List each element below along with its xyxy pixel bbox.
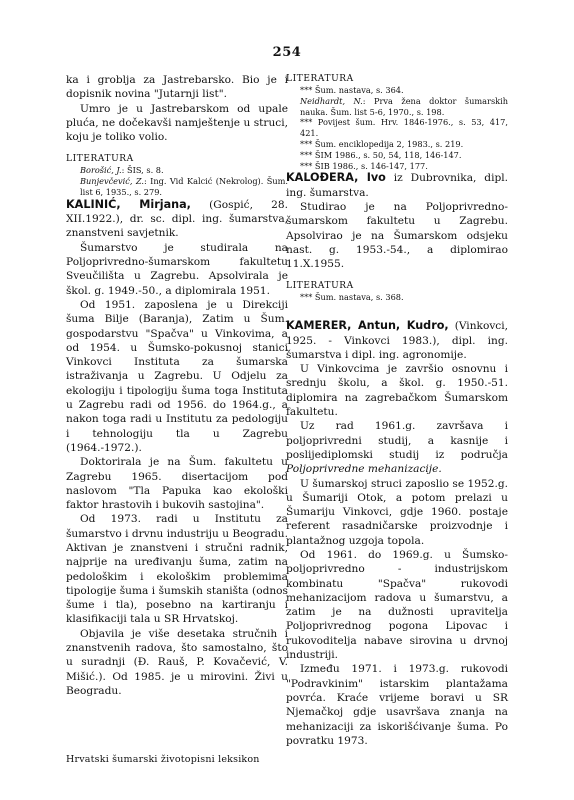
paragraph: Šumarstvo je studirala na Poljoprivredno-šumarskom fakultetu Sveučilišta u Zagrebu. Apsolvirala je škol. g. 1949.-50., a diplomirala 1951. xyxy=(66,241,288,297)
literature-item xyxy=(286,117,508,139)
paragraph: Studirao je na Poljoprivredno-šumarskom fakultetu u Zagrebu. Apsolvirao je na Šumarskom odsjeku nast. g. 1953.-54., a diplomirao 11.X.1955. xyxy=(286,200,508,271)
entry-name: KALOĐERA, Ivo xyxy=(286,171,386,185)
literature-author: *** xyxy=(300,117,313,128)
literature-text: Šum. nastava, s. 368. xyxy=(312,292,404,303)
left-column xyxy=(66,73,288,698)
entry-heading-kalodjera xyxy=(286,171,508,200)
literature-author: Neidhardt, N. xyxy=(300,95,363,106)
entry-heading-kamerer xyxy=(286,319,508,362)
paragraph: U šumarskoj struci zaposlio se 1952.g. u Šumariji Otok, a potom prelazi u Šumariju Vinkovci, gdje 1960. postaje referent rasadničarske proizvodnje i plantažnog uzgoja topola. xyxy=(286,477,508,547)
paragraph: Između 1971. i 1973.g. rukovodi "Podravkinim" istarskim plantažama povrća. Kraće vrijeme boravi u SR Njemačkoj gdje usavršava znanja na mehanizaciji za iskorišćivanje šuma. Po povratku 1973. xyxy=(286,663,508,747)
literature-text: : Ing. Vid Kalcić (Nekrolog). Šum. list 6, 1935., s. 279. xyxy=(80,176,289,198)
paragraph xyxy=(286,419,508,476)
paragraph: U Vinkovcima je završio osnovnu i srednju školu, a škol. g. 1950.-51. diplomira na zagrebačkom Šumarskom fakultetu. xyxy=(286,363,508,419)
entry-head-details: iz Dubrovnika, dipl. ing. šumarstva. xyxy=(286,172,508,199)
literature-author: Borošić, J. xyxy=(80,165,122,176)
literature-heading: LITERATURA xyxy=(286,74,354,84)
paragraph: Od 1961. do 1969.g. u Šumsko-poljoprivredno - industrijskom kombinatu "Spačva" rukovodi mehanizacijom radova u šumarstvu, a zatim je na dužnosti upravitelja Poljoprivrednog pogona Lipovac i rukovoditelja nabave sirovina u drvnoj industriji. xyxy=(286,549,508,662)
literature-item xyxy=(286,292,508,303)
paragraph: Objavila je više desetaka stručnih i znanstvenih radova, što samostalno, što u suradnji (Đ. Rauš, P. Kovačević, V. Mišić.). Od 1985. je u mirovini. Živi u Beogradu. xyxy=(66,627,288,697)
literature-text: ŠIM 1986., s. 50, 54, 118, 146-147. xyxy=(312,149,462,160)
paragraph-italic-text: Poljoprivredne mehanizacije. xyxy=(286,463,442,476)
literature-author: *** xyxy=(300,138,313,149)
literature-text: : ŠIS, s. 8. xyxy=(121,165,164,176)
entry-name: KAMERER, Antun, Kudro, xyxy=(286,319,449,333)
entry-head-details: (Vinkovci, 1925. - Vinkovci 1983.), dipl. ing. šumarstva i dipl. ing. agronomije. xyxy=(286,320,508,361)
literature-text: Povijest šum. Hrv. 1846-1976., s. 53, 417, 421. xyxy=(300,117,508,139)
literature-text: ŠIB 1986., s. 146-147, 177. xyxy=(312,160,428,171)
literature-item xyxy=(286,139,508,150)
literature-text: Šum. enciklopedija 2, 1983., s. 219. xyxy=(312,138,464,149)
literature-heading: LITERATURA xyxy=(66,154,134,165)
continued-text: ka i groblja za Jastrebarsko. Bio je i dopisnik novina "Jutarnji list". xyxy=(66,74,288,101)
right-column xyxy=(286,73,508,748)
entry-head-details: (Gospić, 28. XII.1922.), dr. sc. dipl. ing. šumarstva, znanstveni savjetnik. xyxy=(66,198,288,240)
entry-heading-kalinic xyxy=(66,198,288,241)
literature-item xyxy=(286,161,508,172)
literature-item xyxy=(66,176,288,198)
paragraph: Umro je u Jastrebarskom od upale pluća, ne dočekavši namještenje u struci, koju je toliko volio. xyxy=(66,102,288,144)
literature-author: *** xyxy=(300,85,313,95)
literature-author: *** xyxy=(300,149,313,160)
paragraph: Od 1951. zaposlena je u Direkciji šuma Bilje (Baranja), Zatim u Šum. gospodarstvu "Spačva" u Vinkovima, a od 1954. u Šumsko-pokusnoj stanici Vinkovci Instituta za šumarska istraživanja u Zagrebu. U Odjelu za ekologiju i tipologiju šuma toga Instituta u Zagrebu radi od 1956. do 1964.g., a nakon toga radi u Institutu za pedologiju i tehnologiju tla u Zagrebu (1964.-1972.). xyxy=(66,298,288,454)
literature-text: : Prva žena doktor šumarskih nauka. Šum. list 5-6, 1970., s. 198. xyxy=(300,95,508,117)
literature-author: *** xyxy=(300,292,313,303)
literature-list xyxy=(66,165,288,197)
literature-list xyxy=(286,292,508,303)
literature-author: Bunjevčević, Z. xyxy=(80,176,144,187)
page-footer: Hrvatski šumarski životopisni leksikon xyxy=(66,754,260,765)
literature-item xyxy=(286,150,508,161)
literature-text: Šum. nastava, s. 364. xyxy=(312,85,404,95)
literature-author: *** xyxy=(300,160,313,171)
paragraph: Doktorirala je na Šum. fakultetu u Zagrebu 1965. disertacijom pod naslovom "Tla Papuka kao ekološki faktor hrastovih i bukovih sastojina". xyxy=(66,456,288,512)
literature-list xyxy=(286,85,508,171)
paragraph-text: Uz rad 1961.g. završava i poljoprivredni studij, a kasnije i poslijediplomski studij iz područja xyxy=(286,420,508,461)
literature-item xyxy=(286,85,508,96)
page-number: 254 xyxy=(272,45,302,60)
literature-heading: LITERATURA xyxy=(286,281,354,292)
literature-item xyxy=(286,96,508,118)
entry-name: KALINIĆ, Mirjana, xyxy=(66,197,191,211)
paragraph: Od 1973. radi u Institutu za šumarstvo i drvnu industriju u Beogradu. Aktivan je znanstveni i stručni radnik, najprije na uređivanju šuma, zatim na pedološkim i ekološkim problemima tipologije šuma i šumskih staništa (odnos šume i tla), posebno na kartiranju i klasifikaciji tala u SR Hrvatskoj. xyxy=(66,513,288,626)
literature-item xyxy=(66,165,288,176)
